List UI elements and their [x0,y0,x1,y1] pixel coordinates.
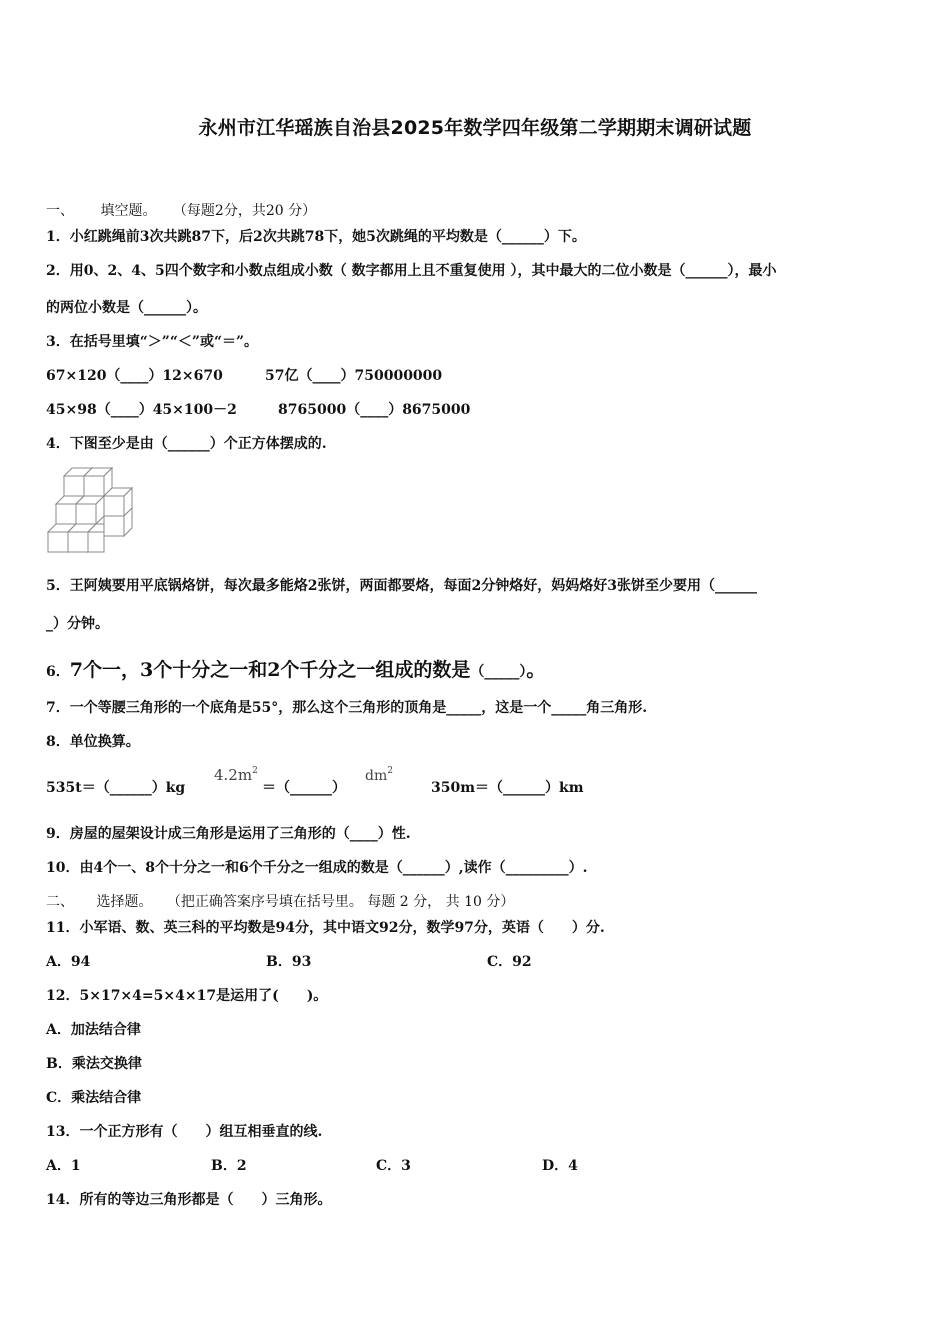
question-10: 10．由4个一、8个十分之一和6个千分之一组成的数是（______）,读作（_________）. [46,860,588,876]
cube-front-face [48,532,68,552]
section-number: 一、 [46,203,74,219]
question-6-end: 。 [526,659,546,681]
cube-front-face [104,516,124,536]
cube-front-face [56,504,76,524]
section-name: 选择题。 [96,894,153,910]
question-11-option-c: C．92 [487,954,532,970]
question-11-option-a: A．94 [46,954,91,970]
question-13-option-a: A．1 [46,1158,81,1174]
cube-front-face [64,476,84,496]
cube-front-face [104,496,124,516]
cube-front-face [68,532,88,552]
question-2-line-1: 2．用0、2、4、5四个数字和小数点组成小数（ 数字都用上且不重复使用 ），其中最大的二位小数是（______），最小 [46,263,777,279]
question-8-stem: 8．单位换算。 [46,734,140,750]
question-8-b-blank: ＝（______） [262,780,346,796]
question-2-line-2: 的两位小数是（______）。 [46,300,207,316]
question-3-stem: 3．在括号里填“＞”“＜”或“＝”。 [46,334,259,350]
question-8-a: 535t＝（______）kg [46,780,186,796]
question-13-stem: 13．一个正方形有（ ）组互相垂直的线. [46,1124,323,1140]
question-8-b-value [214,766,258,784]
section-note: （每题2分，共20 分） [172,203,317,219]
question-11-option-b: B．93 [266,954,312,970]
question-8-b-unit [365,766,393,784]
question-6-number: 6． [46,664,70,680]
question-12-stem: 12．5×17×4=5×4×17是运用了( )。 [46,988,328,1004]
question-13-option-b: B．2 [211,1158,247,1174]
question-3-d: 8765000（____）8675000 [278,402,471,418]
cube-front-face [88,532,104,552]
question-6-blank: （_____） [470,664,527,680]
question-14-stem: 14．所有的等边三角形都是（ ）三角形。 [46,1192,332,1208]
unit-text: dm [365,768,388,784]
superscript: 2 [387,766,393,776]
question-12-option-b: B．乘法交换律 [46,1056,142,1072]
cube-front-face [76,504,96,524]
cube-stack-figure [46,464,142,558]
question-9: 9．房屋的屋架设计成三角形是运用了三角形的（____）性. [46,826,411,842]
area-value: 4.2m [214,766,253,784]
section-name: 填空题。 [100,203,157,219]
cube-front-face [84,476,104,496]
question-3-a: 67×120（____）12×670 [46,368,223,384]
page-title: 永州市江华瑶族自治县2025年数学四年级第二学期期末调研试题 [198,117,752,139]
question-4: 4．下图至少是由（______）个正方体摆成的. [46,436,327,452]
section-choice-header [46,892,514,912]
question-13-option-d: D．4 [542,1158,578,1174]
section-fill-in-header [46,201,316,221]
section-number: 二、 [46,894,74,910]
question-12-option-c: C．乘法结合律 [46,1090,142,1106]
question-7: 7．一个等腰三角形的一个底角是55°，那么这个三角形的顶角是_____，这是一个_____角三角形. [46,700,648,716]
question-5-line-1: 5．王阿姨要用平底锅烙饼，每次最多能烙2张饼，两面都要烙，每面2分钟烙好，妈妈烙好3张饼至少要用（______ [46,578,757,594]
question-6 [46,656,545,686]
question-3-c: 45×98（____）45×100－2 [46,402,237,418]
question-3-b: 57亿（____）750000000 [265,368,443,384]
question-11-stem: 11．小军语、数、英三科的平均数是94分，其中语文92分，数学97分，英语（ ）分. [46,920,605,936]
question-12-option-a: A．加法结合律 [46,1022,141,1038]
section-note: （把正确答案序号填在括号里。 每题 2 分， 共 10 分） [166,894,515,910]
question-8-c: 350m＝（______）km [431,780,584,796]
question-13-option-c: C．3 [376,1158,411,1174]
superscript: 2 [252,766,258,776]
question-6-text: 7个一，3个十分之一和2个千分之一组成的数是 [69,659,471,681]
question-1: 1．小红跳绳前3次共跳87下，后2次共跳78下，她5次跳绳的平均数是（______）下。 [46,229,586,245]
question-5-line-2: _）分钟。 [46,616,109,632]
